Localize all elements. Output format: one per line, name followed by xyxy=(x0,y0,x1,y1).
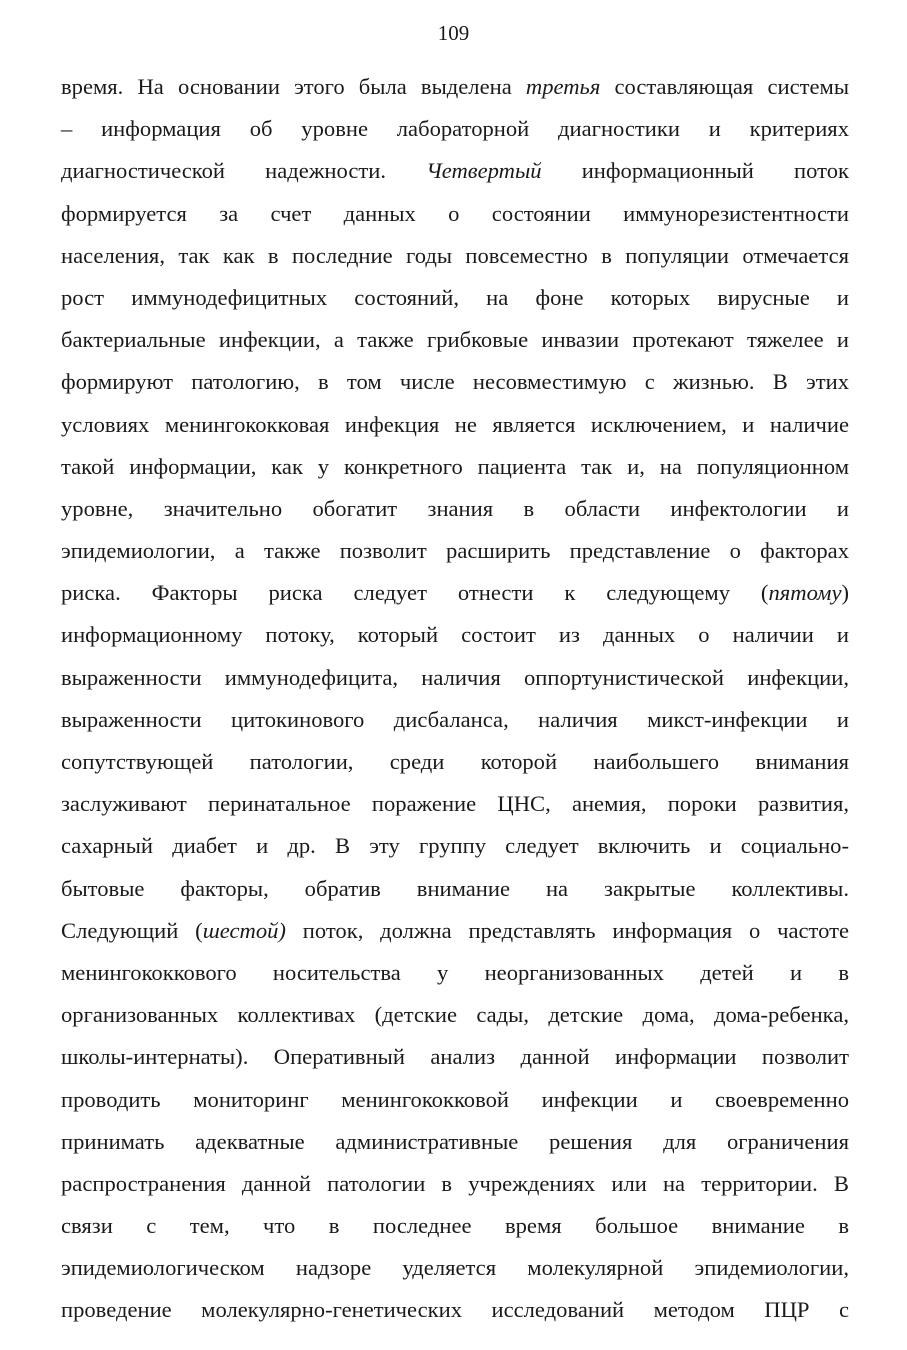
text-line xyxy=(61,657,849,699)
text-line xyxy=(61,404,849,446)
text-segment: формируют патологию, в том числе несовместимую с жизнью. В этих xyxy=(61,369,849,395)
text-segment: условиях менингококковая инфекция не является исключением, и наличие xyxy=(61,411,849,437)
text-line xyxy=(61,825,849,867)
italic-term: пятому xyxy=(768,580,842,606)
text-segment: эпидемиологии, а также позволит расширить представление о факторах xyxy=(61,538,849,564)
text-segment: эпидемиологическом надзоре уделяется молекулярной эпидемиологии, xyxy=(61,1255,849,1281)
text-segment: организованных коллективах (детские сады, детские дома, дома-ребенка, xyxy=(61,1002,849,1028)
text-line xyxy=(61,235,849,277)
text-segment: поток, должна представлять информация о частоте xyxy=(285,917,850,943)
text-line xyxy=(61,108,849,150)
text-segment: распространения данной патологии в учреждениях или на территории. В xyxy=(61,1170,849,1196)
text-segment: диагностической надежности. xyxy=(61,158,427,184)
text-segment: уровне, значительно обогатит знания в области инфектологии и xyxy=(61,495,849,521)
text-segment: ) xyxy=(841,580,849,606)
text-line xyxy=(61,783,849,825)
text-line xyxy=(61,994,849,1036)
text-segment: школы-интернаты). Оперативный анализ данной информации позволит xyxy=(61,1044,849,1070)
text-line xyxy=(61,572,849,614)
text-line xyxy=(61,1247,849,1289)
text-line xyxy=(61,1036,849,1078)
text-line xyxy=(61,530,849,572)
text-line xyxy=(61,361,849,403)
text-line xyxy=(61,150,849,192)
text-segment: принимать адекватные административные решения для ограничения xyxy=(61,1128,849,1154)
text-line xyxy=(61,1121,849,1163)
text-segment: такой информации, как у конкретного пациента так и, на популяционном xyxy=(61,453,849,479)
text-segment: Следующий ( xyxy=(61,917,203,943)
text-line xyxy=(61,66,849,108)
text-line xyxy=(61,1289,849,1331)
text-segment: формируется за счет данных о состоянии иммунорезистентности xyxy=(61,200,849,226)
text-line xyxy=(61,699,849,741)
text-segment: выраженности цитокинового дисбаланса, наличия микст-инфекции и xyxy=(61,706,849,732)
text-line xyxy=(61,1205,849,1247)
text-segment: составляющая системы xyxy=(600,74,850,99)
text-segment: риска. Факторы риска следует отнести к следующему ( xyxy=(61,580,769,606)
text-segment: сопутствующей патологии, среди которой наибольшего внимания xyxy=(61,749,849,774)
text-segment: заслуживают перинатальное поражение ЦНС, анемия, пороки развития, xyxy=(61,791,849,817)
text-line xyxy=(61,488,849,530)
text-line xyxy=(61,446,849,488)
text-segment: рост иммунодефицитных состояний, на фоне которых вирусные и xyxy=(61,284,849,310)
text-line xyxy=(61,868,849,910)
text-segment: связи с тем, что в последнее время большое внимание в xyxy=(61,1213,849,1239)
italic-term: Четвертый xyxy=(426,158,542,184)
text-segment: бактериальные инфекции, а также грибковые инвазии протекают тяжелее и xyxy=(61,327,849,353)
text-line xyxy=(61,952,849,994)
text-segment: населения, так как в последние годы повсеместно в популяции отмечается xyxy=(61,242,849,268)
text-segment: менингококкового носительства у неорганизованных детей и в xyxy=(61,959,849,985)
text-line xyxy=(61,1079,849,1121)
text-line xyxy=(61,277,849,319)
text-line xyxy=(61,1163,849,1205)
text-line xyxy=(61,319,849,361)
text-segment: бытовые факторы, обратив внимание на закрытые коллективы. xyxy=(61,875,849,901)
text-segment: информационному потоку, который состоит из данных о наличии и xyxy=(61,622,849,648)
text-segment: время. На основании этого была выделена xyxy=(61,74,526,99)
page-number: 109 xyxy=(437,21,470,45)
text-line xyxy=(61,910,849,952)
text-segment: информационный поток xyxy=(541,158,849,184)
text-segment: – информация об уровне лабораторной диагностики и критериях xyxy=(61,116,849,142)
text-line xyxy=(61,741,849,783)
italic-term: шестой) xyxy=(202,917,286,943)
italic-term: третья xyxy=(525,74,601,99)
text-segment: сахарный диабет и др. В эту группу следует включить и социально- xyxy=(61,833,849,859)
text-line xyxy=(61,614,849,656)
text-segment: проводить мониторинг менингококковой инфекции и своевременно xyxy=(61,1086,849,1112)
document-body xyxy=(61,66,849,1332)
text-segment: проведение молекулярно-генетических исследований методом ПЦР с xyxy=(61,1297,849,1323)
text-line xyxy=(61,193,849,235)
text-segment: выраженности иммунодефицита, наличия оппортунистической инфекции, xyxy=(61,664,849,690)
